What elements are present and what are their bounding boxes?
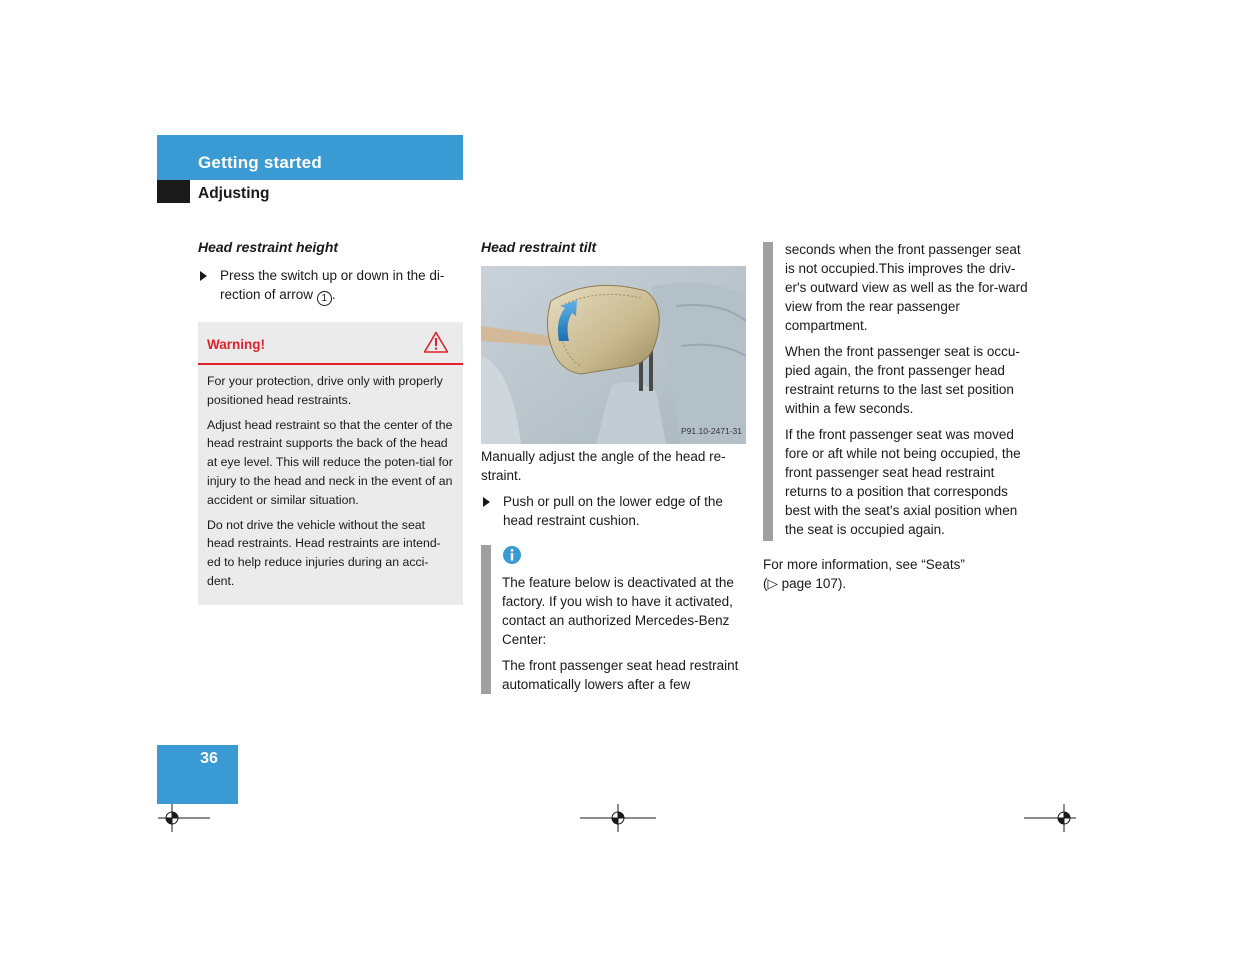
warning-triangle-icon	[423, 331, 449, 353]
column-3	[763, 240, 1033, 593]
warning-paragraph: Do not drive the vehicle without the seat head restraints. Head restraints are intend-ed to help reduce injuries during an acci-dent.	[207, 517, 441, 588]
page-reference-link[interactable]: (▷ page 107).	[763, 576, 847, 591]
instruction-text: Push or pull on the lower edge of the head restraint cushion.	[503, 494, 723, 528]
info-paragraph: When the front passenger seat is occu-pied again, the front passenger head restraint returns to the last set position within a few seconds.	[785, 344, 1020, 416]
more-info-reference	[763, 555, 1033, 593]
info-bar	[481, 545, 491, 694]
info-paragraph: The feature below is deactivated at the factory. If you wish to have it activated, contact an authorized Mercedes-Benz Center:	[502, 575, 734, 647]
warning-paragraph: For your protection, drive only with properly positioned head restraints.	[207, 374, 443, 407]
heading-head-restraint-height: Head restraint height	[198, 239, 339, 255]
info-paragraph: If the front passenger seat was moved fore or aft while not being occupied, the front passenger seat head restraint returns to a position that corresponds best with the seat's axial position when the seat is occupied again.	[785, 427, 1021, 537]
info-paragraph: The front passenger seat head restraint automatically lowers after a few	[502, 658, 739, 692]
section-marker	[157, 180, 190, 203]
info-paragraph: seconds when the front passenger seat is not occupied.This improves the driv-er's outward view as well as the for-ward view from the rear passenger compartment.	[785, 242, 1028, 333]
warning-header	[198, 322, 463, 365]
section-title: Adjusting	[198, 185, 270, 202]
bullet-arrow-icon	[200, 271, 207, 281]
instruction-bullet	[481, 492, 746, 530]
warning-title: Warning!	[207, 337, 265, 352]
warning-box	[198, 322, 463, 605]
arrow-reference-icon: 1	[317, 291, 332, 306]
crop-mark-icon	[1024, 802, 1084, 832]
info-continuation-box	[763, 240, 1033, 541]
instruction-bullet	[198, 266, 463, 306]
crop-mark-icon	[150, 802, 210, 832]
page-number: 36	[200, 750, 218, 767]
warning-body	[198, 365, 463, 605]
more-info-line: For more information, see “Seats”	[763, 557, 965, 572]
info-box	[481, 545, 746, 694]
head-restraint-image	[481, 266, 746, 444]
head-restraint-illustration	[481, 266, 746, 444]
instruction-text: Press the switch up or down in the di-rection of arrow	[220, 268, 445, 302]
warning-paragraph: Adjust head restraint so that the center of the head restraint supports the back of the head at eye level. This will reduce the poten-tial for injury to the head and neck in the event of an accident or similar situation.	[207, 417, 453, 507]
info-bar	[763, 242, 773, 541]
image-caption: P91.10-2471-31	[681, 426, 742, 436]
column-2	[481, 238, 746, 694]
instruction-end: .	[331, 287, 336, 302]
heading-head-restraint-tilt: Head restraint tilt	[481, 239, 597, 255]
column-1	[198, 238, 463, 605]
chapter-title: Getting started	[198, 153, 322, 172]
info-icon	[502, 545, 522, 565]
crop-mark-icon	[580, 802, 656, 832]
bullet-arrow-icon	[483, 497, 490, 507]
tilt-description: Manually adjust the angle of the head re-straint.	[481, 449, 726, 483]
